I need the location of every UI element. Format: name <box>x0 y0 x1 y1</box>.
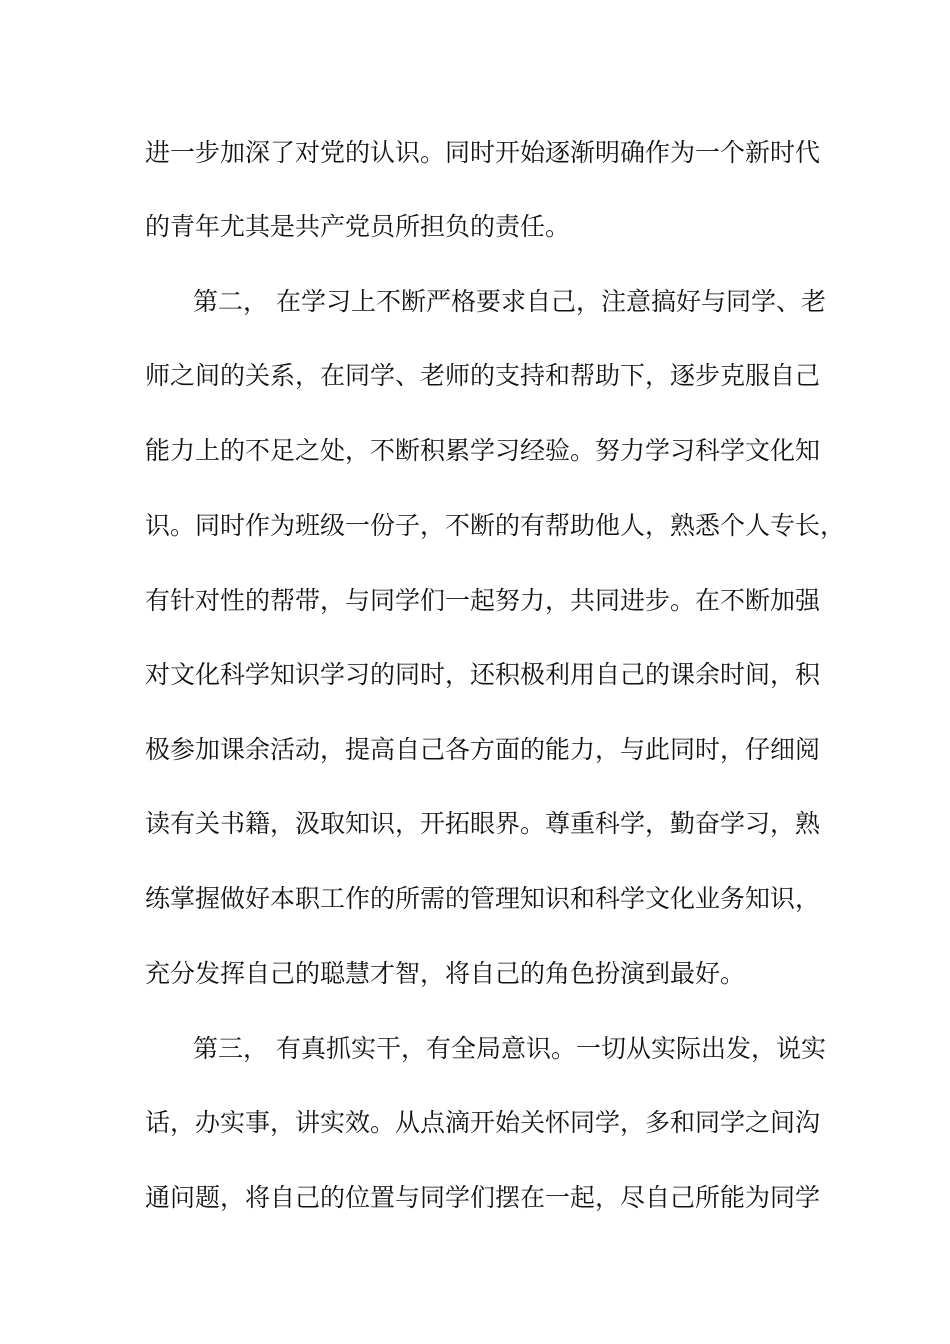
text-line: 对文化科学知识学习的同时，还积极利用自己的课余时间，积 <box>145 660 821 689</box>
text-line: 的青年尤其是共产党员所担负的责任。 <box>145 212 571 241</box>
text-line: 通问题，将自己的位置与同学们摆在一起，尽自己所能为同学 <box>145 1183 821 1212</box>
text-line: 进一步加深了对党的认识。同时开始逐渐明确作为一个新时代 <box>145 138 821 167</box>
text-line: 师之间的关系，在同学、老师的支持和帮助下，逐步克服自己 <box>145 361 821 390</box>
text-line: 练掌握做好本职工作的所需的管理知识和科学文化业务知识， <box>145 884 821 913</box>
text-line: 充分发挥自己的聪慧才智，将自己的角色扮演到最好。 <box>145 959 746 988</box>
text-line: 有针对性的帮带，与同学们一起努力，共同进步。在不断加强 <box>145 586 821 615</box>
paragraph-start-line: 第三， 有真抓实干，有全局意识。一切从实际出发，说实 <box>193 1034 826 1063</box>
text-line: 识。同时作为班级一份子，不断的有帮助他人，熟悉个人专长， <box>145 511 846 540</box>
paragraph-start-line: 第二， 在学习上不断严格要求自己，注意搞好与同学、老 <box>193 287 826 316</box>
text-line: 能力上的不足之处，不断积累学习经验。努力学习科学文化知 <box>145 436 821 465</box>
text-line: 话，办实事，讲实效。从点滴开始关怀同学，多和同学之间沟 <box>145 1108 821 1137</box>
text-line: 读有关书籍，汲取知识，开拓眼界。尊重科学，勤奋学习，熟 <box>145 809 821 838</box>
text-line: 极参加课余活动，提高自己各方面的能力，与此同时，仔细阅 <box>145 735 821 764</box>
